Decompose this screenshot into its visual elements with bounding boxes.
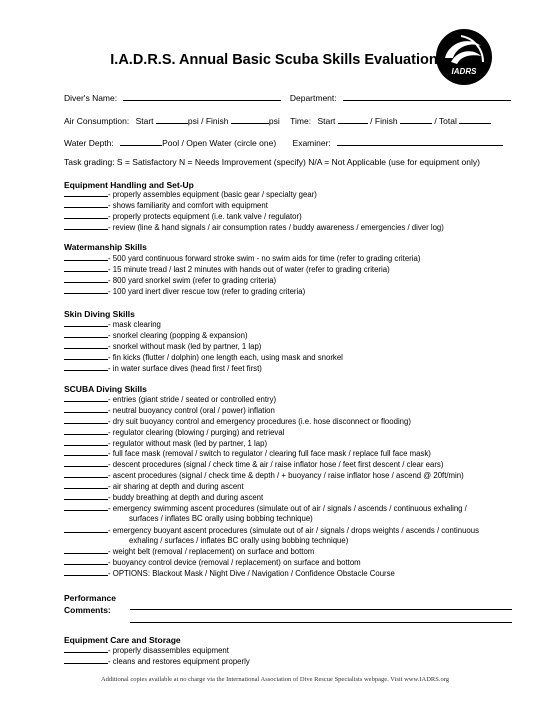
comments-line-1[interactable] [130,609,512,610]
item-text: review (line & hand signals / air consumption rates / buddy awareness / emergencies / diver log) [112,222,444,232]
grade-blank[interactable] [64,363,108,371]
time-total-label: / Total [434,116,457,126]
item-text: properly disassembles equipment [112,646,229,655]
air-consumption-label: Air Consumption: [64,116,130,126]
grade-blank[interactable] [64,656,108,664]
item-text: regulator without mask (led by partner, 1 lap) [112,438,268,448]
item-text: in water surface dives (head first / feet first) [112,363,262,373]
performance-comments-label [64,592,116,616]
grade-blank[interactable] [64,416,108,424]
section-title-equipment-care: Equipment Care and Storage [64,635,181,645]
time-label: Time: [290,116,312,126]
section-title-skin-diving: Skin Diving Skills [64,309,135,319]
list-item-continued [64,514,479,525]
department-field[interactable] [343,92,511,101]
list-item: - regulator without mask (led by partner, 1 lap) [64,438,479,449]
item-text: properly assembles equipment (basic gear / specialty gear) [112,190,317,199]
time-total-field[interactable] [459,115,491,124]
grade-blank[interactable] [64,253,108,261]
grade-blank[interactable] [64,459,108,467]
section-title-watermanship: Watermanship Skills [64,242,147,252]
equipment-items [64,189,444,233]
grade-blank[interactable] [64,200,108,208]
list-item: - dry suit buoyancy control and emergency procedures (i.e. hose disconnect or flooding) [64,416,479,427]
divers-name-field[interactable] [123,92,281,101]
item-text: 500 yard continuous forward stroke swim - no swim aids for time (refer to grading criteria) [112,254,421,263]
item-text: emergency swimming ascent procedures (simulate out of air / signals / ascends / continuous exhaling / [112,503,467,513]
page-title: I.A.D.R.S. Annual Basic Scuba Skills Evaluation [110,52,438,68]
list-item: - mask clearing [64,319,343,330]
water-depth-row [64,137,503,148]
list-item: - descent procedures (signal / check time & air / raise inflator hose / feet first descent / clear ears) [64,459,479,470]
list-item: - snorkel without mask (led by partner, 1 lap) [64,341,343,352]
item-text: cleans and restores equipment properly [112,656,250,666]
grade-blank[interactable] [64,438,108,446]
item-text: emergency buoyant ascent procedures (simulate out of air / signals / drops weights / ascends / continuous [112,525,479,535]
item-text: dry suit buoyancy control and emergency procedures (i.e. hose disconnect or flooding) [112,416,411,426]
time-finish-label: / Finish [370,116,398,126]
item-text: exhaling / surfaces / inflates BC orally using bobbing technique) [129,535,349,545]
item-text: full face mask (removal / switch to regulator / clearing full face mask / replace full face mask) [112,449,431,459]
air-finish-field[interactable] [231,115,269,124]
list-item: - 500 yard continuous forward stroke swim - no swim aids for time (refer to grading criteria) [64,253,420,264]
comments-line-2[interactable] [130,622,512,623]
list-item: - full face mask (removal / switch to regulator / clearing full face mask / replace full face mask) [64,448,479,459]
footer-note: Additional copies available at no charge via the International Association of Dive Rescue Specialists webpage. Visit www.IADRS.org [100,676,450,683]
list-item: - neutral buoyancy control (oral / power) inflation [64,405,479,416]
item-text: 100 yard inert diver rescue tow (refer to grading criteria) [112,286,306,296]
list-item: - 100 yard inert diver rescue tow (refer to grading criteria) [64,286,420,297]
watermanship-items [64,253,420,297]
water-depth-label: Water Depth: [64,138,114,148]
list-item: - air sharing at depth and during ascent [64,481,479,492]
item-text: 800 yard snorkel swim (refer to grading criteria) [112,275,277,285]
item-text: neutral buoyancy control (oral / power) inflation [112,405,275,415]
performance-label: Performance [64,593,116,603]
list-item: - emergency buoyant ascent procedures (simulate out of air / signals / drops weights / ascends / continuous [64,525,479,536]
skin-diving-items [64,319,343,373]
item-text: ascent procedures (signal / check time & depth / + buoyancy / raise inflator hose / ascend @ 20ft/min) [112,471,464,481]
grade-blank[interactable] [64,211,108,219]
air-consumption-row [64,115,491,126]
list-item: - 15 minute tread / last 2 minutes with hands out of water (refer to grading criteria) [64,264,420,275]
psi-finish-label: psi / Finish [187,116,229,126]
list-item: - buddy breathing at depth and during ascent [64,492,479,503]
item-text: weight belt (removal / replacement) on surface and bottom [112,547,315,557]
item-text: snorkel clearing (popping & expansion) [112,330,248,340]
grade-blank[interactable] [64,319,108,327]
grade-blank[interactable] [64,222,108,230]
department-label: Department: [289,93,337,103]
time-start-label: Start [317,116,336,126]
item-text: properly protects equipment (i.e. tank valve / regulator) [112,211,302,221]
list-item: - shows familiarity and comfort with equipment [64,200,444,211]
grade-blank[interactable] [64,645,108,653]
grade-blank[interactable] [64,557,108,565]
list-item: - properly disassembles equipment [64,645,250,656]
item-text: entries (giant stride / seated or controlled entry) [112,395,277,404]
list-item: - in water surface dives (head first / feet first) [64,363,343,374]
grade-blank[interactable] [64,264,108,272]
list-item: - snorkel clearing (popping & expansion) [64,330,343,341]
logo-text: IADRS [451,67,477,76]
comments-label: Comments: [64,605,111,615]
time-finish-field[interactable] [400,115,432,124]
item-text: descent procedures (signal / check time & air / raise inflator hose / feet first descent / clear ears) [112,460,444,470]
grade-blank[interactable] [64,352,108,360]
grade-blank[interactable] [64,189,108,197]
list-item: - OPTIONS: Blackout Mask / Night Dive / Navigation / Confidence Obstacle Course [64,568,479,579]
equipment-care-items [64,645,250,667]
water-depth-field[interactable] [120,137,162,146]
list-item: - 800 yard snorkel swim (refer to grading criteria) [64,275,420,286]
list-item: - regulator clearing (blowing / purging) and retrieval [64,427,479,438]
grade-blank[interactable] [64,470,108,478]
grade-blank[interactable] [64,448,108,456]
item-text: regulator clearing (blowing / purging) and retrieval [112,427,285,437]
examiner-label: Examiner: [292,138,331,148]
list-item-continued [64,536,479,547]
divers-name-label: Diver's Name: [64,93,118,103]
grade-blank[interactable] [64,341,108,349]
pool-open-water-label[interactable]: Pool / Open Water (circle one) [162,138,277,148]
psi-label: psi [268,116,280,126]
scuba-items [64,394,479,579]
examiner-field[interactable] [337,137,503,146]
air-start-label: Start [135,116,154,126]
task-grading: Task grading: S = Satisfactory N = Needs Improvement (specify) N/A = Not Applicable (use for equipment only) [64,157,480,167]
list-item: - fin kicks (flutter / dolphin) one length each, using mask and snorkel [64,352,343,363]
grade-blank[interactable] [64,330,108,338]
grade-blank[interactable] [64,286,108,294]
item-text: OPTIONS: Blackout Mask / Night Dive / Navigation / Confidence Obstacle Course [112,569,395,579]
time-start-field[interactable] [338,115,368,124]
list-item: - weight belt (removal / replacement) on surface and bottom [64,546,479,557]
grade-blank[interactable] [64,405,108,413]
grade-blank[interactable] [64,492,108,500]
list-item: - properly protects equipment (i.e. tank valve / regulator) [64,211,444,222]
grade-blank[interactable] [64,525,108,533]
air-start-field[interactable] [156,115,188,124]
section-title-scuba: SCUBA Diving Skills [64,384,147,394]
grade-blank[interactable] [64,481,108,489]
list-item: - cleans and restores equipment properly [64,656,250,667]
item-text: 15 minute tread / last 2 minutes with hands out of water (refer to grading criteria) [112,264,390,274]
grade-blank[interactable] [64,275,108,283]
list-item: - properly assembles equipment (basic gear / specialty gear) [64,189,444,200]
item-text: air sharing at depth and during ascent [112,482,244,492]
grade-blank[interactable] [64,503,108,511]
section-title-equipment: Equipment Handling and Set-Up [64,180,194,190]
grade-blank[interactable] [64,568,108,576]
item-text: mask clearing [112,320,161,329]
grade-blank[interactable] [64,546,108,554]
list-item: - buoyancy control device (removal / replacement) on surface and bottom [64,557,479,568]
list-item: - review (line & hand signals / air consumption rates / buddy awareness / emergencies / diver log) [64,222,444,233]
item-text: surfaces / inflates BC orally using bobbing technique) [129,513,313,523]
grade-blank[interactable] [64,394,108,402]
list-item: - emergency swimming ascent procedures (simulate out of air / signals / ascends / continuous exhaling / [64,503,479,514]
item-text: buoyancy control device (removal / replacement) on surface and bottom [112,558,361,568]
item-text: buddy breathing at depth and during ascent [112,493,264,503]
list-item: - ascent procedures (signal / check time & depth / + buoyancy / raise inflator hose / ascend @ 20ft/min) [64,470,479,481]
item-text: fin kicks (flutter / dolphin) one length each, using mask and snorkel [112,352,343,362]
grade-blank[interactable] [64,427,108,435]
list-item: - entries (giant stride / seated or controlled entry) [64,394,479,405]
item-text: shows familiarity and comfort with equipment [112,200,268,210]
item-text: snorkel without mask (led by partner, 1 lap) [112,341,262,351]
divers-name-row [64,92,511,103]
